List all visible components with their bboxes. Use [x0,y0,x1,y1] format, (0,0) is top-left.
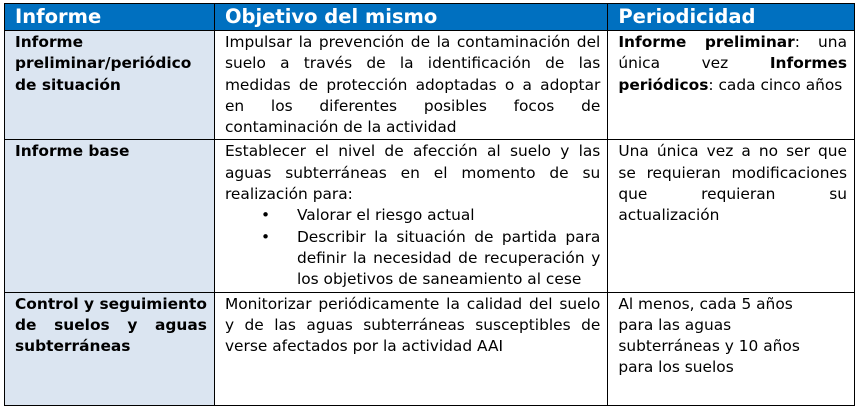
periodicidad-cell [608,292,855,405]
periodicidad-line: Al menos, cada 5 años [618,294,793,313]
periodicidad-line: para los suelos [618,358,734,377]
objetivo-cell: Impulsar la prevención de la contaminación del suelo a través de la identificación de las medidas de protección adoptadas o a adoptar en los diferentes posibles focos de contaminación de la actividad [214,31,607,140]
table-row [5,31,855,140]
bullet-item [225,227,600,291]
table-row [5,292,855,405]
periodicidad-text: : cada cinco años [708,75,843,94]
header-periodicidad: Periodicidad [608,4,855,31]
header-informe: Informe [5,4,215,31]
periodicidad-cell [608,31,855,140]
periodicidad-text: : una única vez [618,33,847,73]
table-row [5,140,855,292]
objetivo-cell: Monitorizar periódicamente la calidad del suelo y de las aguas subterráneas susceptibles de verse afectados por la actividad AAI [214,292,607,405]
periodicidad-line: para las aguas [618,315,732,334]
periodicidad-cell: Una única vez a no ser que se requieran modificaciones que requieran su actualización [608,140,855,292]
periodicidad-bold-text: Informes periódicos [618,54,847,94]
bullet-icon: • [260,206,271,225]
bullet-icon: • [260,227,271,246]
header-objetivo: Objetivo del mismo [214,4,607,31]
objetivo-cell [214,140,607,292]
bullet-item [225,205,600,226]
periodicidad-line: subterráneas y 10 años [618,337,800,356]
bullet-text: Describir la situación de partida para definir la necesidad de recuperación y los objetivos de saneamiento al cese [296,227,601,289]
objetivo-intro-text: Establecer el nivel de afección al suelo y las aguas subterráneas en el momento de su realización para: [224,142,601,204]
report-table [4,3,855,406]
header-row [5,4,855,31]
informe-name-cell: Control y seguimiento de suelos y aguas subterráneas [5,292,215,405]
periodicidad-bold-text: Informe preliminar [618,33,795,51]
bullet-text: Valorar el riesgo actual [296,206,475,225]
informe-name-cell: Informe base [5,140,215,292]
objetivo-bullet-list [225,205,600,290]
informe-name-cell: Informe preliminar/periódico de situación [5,31,215,140]
